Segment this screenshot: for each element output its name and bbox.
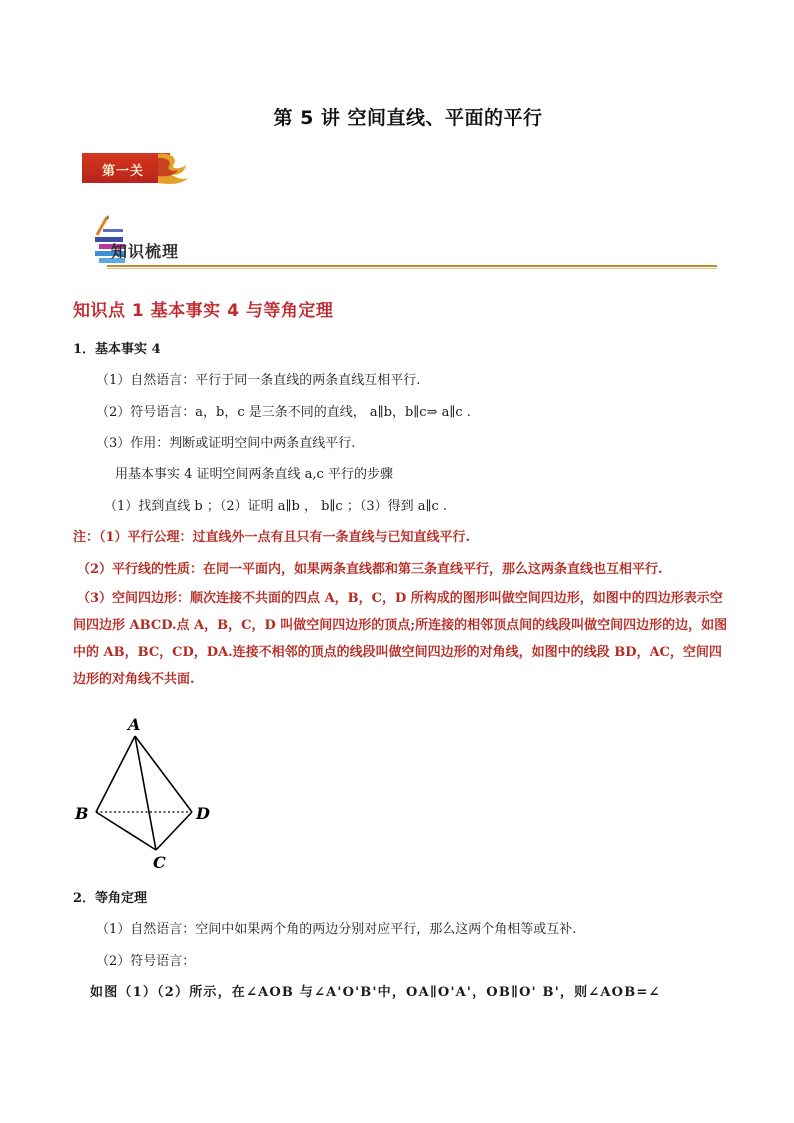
level-banner	[82, 150, 190, 186]
edge-bc	[96, 812, 156, 850]
tetrahedron-diagram	[70, 712, 220, 872]
s1-line-steps-intro: 用基本事实 4 证明空间两条直线 a,c 平行的步骤	[115, 467, 393, 482]
vertex-label-b: B	[75, 804, 89, 823]
s1-line-steps: （1）找到直线 b ；（2）证明 a∥b ， b∥c ；（3）得到 a∥c .	[104, 499, 448, 514]
s2-line-symbolic: （2）符号语言：	[96, 954, 196, 969]
s1-heading: 1．基本事实 4	[73, 342, 161, 357]
s1-line-usage: （3）作用：判断或证明空间中两条直线平行.	[96, 436, 356, 451]
section-header-label: 知识梳理	[111, 242, 180, 261]
section-header	[93, 215, 718, 270]
section-divider	[107, 265, 717, 267]
page-title: 第 5 讲 空间直线、平面的平行	[273, 107, 543, 129]
s2-line-natural: （1）自然语言：空间中如果两个角的两边分别对应平行，那么这两个角相等或互补.	[96, 922, 577, 937]
vertex-label-d: D	[196, 804, 210, 823]
banner-label: 第一关	[102, 164, 145, 179]
note-1: 注：（1）平行公理：过直线外一点有且只有一条直线与已知直线平行.	[73, 530, 471, 545]
vertex-label-c: C	[153, 853, 166, 872]
edge-ab	[96, 736, 135, 812]
note-2: （2）平行线的性质：在同一平面内，如果两条直线都和第三条直线平行，那么这两条直线也互相平行.	[77, 562, 663, 577]
s2-line-example: 如图（1）（2）所示，在∠AOB 与∠A'O'B'中，OA∥O'A'，OB∥O' B'，则∠AOB=∠	[90, 985, 661, 1000]
s1-line-natural: （1）自然语言：平行于同一条直线的两条直线互相平行.	[96, 373, 421, 388]
tetrahedron-figure	[70, 712, 220, 876]
knowledge-point-title: 知识点 1 基本事实 4 与等角定理	[73, 301, 334, 321]
section-divider-thin	[107, 268, 717, 269]
edge-cd	[156, 812, 192, 850]
s1-line-symbolic: （2）符号语言：a，b，c 是三条不同的直线， a∥b，b∥c⇒ a∥c .	[96, 405, 471, 420]
note-3: （3）空间四边形：顺次连接不共面的四点 A，B，C，D 所构成的图形叫做空间四边形，如图中的四边形表示空间四边形 ABCD.点 A，B，C，D 叫做空间四边形的顶点;所连接的相邻顶点间的线段叫做空间四边形的边，如图中的 AB，BC，CD，DA.连接不相邻的顶点的线段叫做空间四边形的对角线，如图中的线段 BD，AC，空间四边形的对角线不共面.	[73, 591, 728, 687]
vertex-label-a: A	[128, 715, 141, 734]
edge-ad	[135, 736, 192, 812]
s2-heading: 2．等角定理	[73, 891, 148, 906]
edge-ac	[135, 736, 156, 850]
flame-icon	[156, 150, 190, 186]
